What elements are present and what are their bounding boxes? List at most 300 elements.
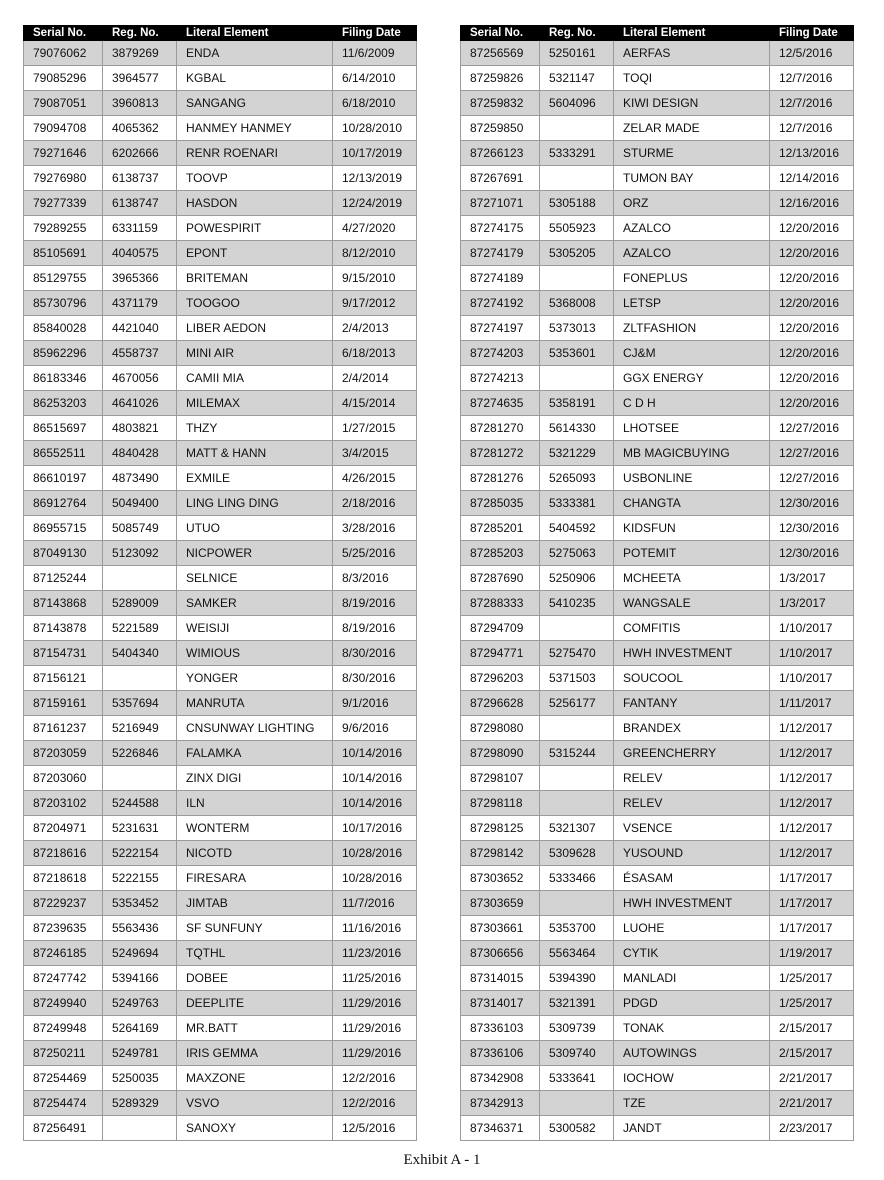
filing-date-cell: 3/28/2016 xyxy=(333,516,417,541)
literal-element-cell: KGBAL xyxy=(177,66,333,91)
reg-no-cell: 5505923 xyxy=(540,216,614,241)
table-body xyxy=(461,41,854,1141)
reg-no-cell: 4670056 xyxy=(103,366,177,391)
literal-element-cell: MR.BATT xyxy=(177,1016,333,1041)
reg-no-cell: 5333291 xyxy=(540,141,614,166)
filing-date-cell: 12/20/2016 xyxy=(770,291,854,316)
serial-no-cell: 87274192 xyxy=(461,291,540,316)
literal-element-cell: KIDSFUN xyxy=(614,516,770,541)
reg-no-cell: 5249694 xyxy=(103,941,177,966)
table-row xyxy=(461,1066,854,1091)
filing-date-cell: 8/19/2016 xyxy=(333,591,417,616)
literal-element-cell: RENR ROENARI xyxy=(177,141,333,166)
table-row xyxy=(24,866,417,891)
table-row xyxy=(24,716,417,741)
filing-date-cell: 1/17/2017 xyxy=(770,866,854,891)
serial-no-cell: 87259832 xyxy=(461,91,540,116)
reg-no-cell: 5275063 xyxy=(540,541,614,566)
literal-element-cell: GREENCHERRY xyxy=(614,741,770,766)
reg-no-cell: 5049400 xyxy=(103,491,177,516)
literal-element-cell: WEISIJI xyxy=(177,616,333,641)
table-row xyxy=(461,691,854,716)
table-row xyxy=(461,941,854,966)
filing-date-cell: 4/26/2015 xyxy=(333,466,417,491)
table-row xyxy=(461,791,854,816)
filing-date-cell: 1/12/2017 xyxy=(770,766,854,791)
header-filing-date: Filing Date xyxy=(770,26,854,41)
table-row xyxy=(461,1091,854,1116)
literal-element-cell: CYTIK xyxy=(614,941,770,966)
table-row xyxy=(24,891,417,916)
serial-no-cell: 87281276 xyxy=(461,466,540,491)
literal-element-cell: LETSP xyxy=(614,291,770,316)
serial-no-cell: 87218618 xyxy=(24,866,103,891)
serial-no-cell: 86912764 xyxy=(24,491,103,516)
serial-no-cell: 87203102 xyxy=(24,791,103,816)
reg-no-cell: 5250906 xyxy=(540,566,614,591)
table-row xyxy=(24,991,417,1016)
reg-no-cell: 4873490 xyxy=(103,466,177,491)
literal-element-cell: AERFAS xyxy=(614,41,770,66)
table-row xyxy=(461,741,854,766)
serial-no-cell: 87336106 xyxy=(461,1041,540,1066)
literal-element-cell: SELNICE xyxy=(177,566,333,591)
reg-no-cell: 5321147 xyxy=(540,66,614,91)
filing-date-cell: 12/14/2016 xyxy=(770,166,854,191)
filing-date-cell: 12/30/2016 xyxy=(770,541,854,566)
table-row xyxy=(461,91,854,116)
literal-element-cell: STURME xyxy=(614,141,770,166)
header-reg-no: Reg. No. xyxy=(540,26,614,41)
literal-element-cell: HANMEY HANMEY xyxy=(177,116,333,141)
filing-date-cell: 11/23/2016 xyxy=(333,941,417,966)
filing-date-cell: 10/17/2019 xyxy=(333,141,417,166)
reg-no-cell xyxy=(540,791,614,816)
table-row xyxy=(24,191,417,216)
serial-no-cell: 87247742 xyxy=(24,966,103,991)
table-row xyxy=(24,791,417,816)
literal-element-cell: RELEV xyxy=(614,766,770,791)
literal-element-cell: JANDT xyxy=(614,1116,770,1141)
table-row xyxy=(24,1091,417,1116)
literal-element-cell: POTEMIT xyxy=(614,541,770,566)
literal-element-cell: MAXZONE xyxy=(177,1066,333,1091)
table-row xyxy=(461,641,854,666)
filing-date-cell: 1/17/2017 xyxy=(770,891,854,916)
literal-element-cell: EPONT xyxy=(177,241,333,266)
reg-no-cell xyxy=(103,1116,177,1141)
reg-no-cell: 5221589 xyxy=(103,616,177,641)
table-row xyxy=(461,316,854,341)
serial-no-cell: 87254469 xyxy=(24,1066,103,1091)
serial-no-cell: 87281272 xyxy=(461,441,540,466)
literal-element-cell: CNSUNWAY LIGHTING xyxy=(177,716,333,741)
filing-date-cell: 1/12/2017 xyxy=(770,791,854,816)
reg-no-cell: 4371179 xyxy=(103,291,177,316)
literal-element-cell: MILEMAX xyxy=(177,391,333,416)
reg-no-cell: 5300582 xyxy=(540,1116,614,1141)
table-row xyxy=(461,391,854,416)
filing-date-cell: 1/10/2017 xyxy=(770,666,854,691)
header-filing-date: Filing Date xyxy=(333,26,417,41)
literal-element-cell: LHOTSEE xyxy=(614,416,770,441)
filing-date-cell: 12/20/2016 xyxy=(770,316,854,341)
filing-date-cell: 12/20/2016 xyxy=(770,241,854,266)
serial-no-cell: 87274213 xyxy=(461,366,540,391)
literal-element-cell: C D H xyxy=(614,391,770,416)
reg-no-cell: 5404340 xyxy=(103,641,177,666)
reg-no-cell: 5394166 xyxy=(103,966,177,991)
literal-element-cell: ZLTFASHION xyxy=(614,316,770,341)
serial-no-cell: 87303659 xyxy=(461,891,540,916)
filing-date-cell: 12/13/2016 xyxy=(770,141,854,166)
reg-no-cell: 4641026 xyxy=(103,391,177,416)
reg-no-cell: 5373013 xyxy=(540,316,614,341)
literal-element-cell: AZALCO xyxy=(614,241,770,266)
reg-no-cell: 3964577 xyxy=(103,66,177,91)
filing-date-cell: 12/5/2016 xyxy=(770,41,854,66)
literal-element-cell: THZY xyxy=(177,416,333,441)
serial-no-cell: 87314015 xyxy=(461,966,540,991)
literal-element-cell: WIMIOUS xyxy=(177,641,333,666)
reg-no-cell: 5289009 xyxy=(103,591,177,616)
table-row xyxy=(24,341,417,366)
reg-no-cell: 5410235 xyxy=(540,591,614,616)
serial-no-cell: 87274189 xyxy=(461,266,540,291)
table-row xyxy=(24,291,417,316)
table-row xyxy=(24,566,417,591)
filing-date-cell: 12/7/2016 xyxy=(770,91,854,116)
filing-date-cell: 9/6/2016 xyxy=(333,716,417,741)
filing-date-cell: 12/24/2019 xyxy=(333,191,417,216)
serial-no-cell: 86515697 xyxy=(24,416,103,441)
filing-date-cell: 12/13/2019 xyxy=(333,166,417,191)
reg-no-cell xyxy=(540,766,614,791)
literal-element-cell: MB MAGICBUYING xyxy=(614,441,770,466)
literal-element-cell: ZINX DIGI xyxy=(177,766,333,791)
reg-no-cell: 4840428 xyxy=(103,441,177,466)
serial-no-cell: 87314017 xyxy=(461,991,540,1016)
serial-no-cell: 87285203 xyxy=(461,541,540,566)
literal-element-cell: SANOXY xyxy=(177,1116,333,1141)
reg-no-cell: 4421040 xyxy=(103,316,177,341)
serial-no-cell: 85129755 xyxy=(24,266,103,291)
filing-date-cell: 11/29/2016 xyxy=(333,1041,417,1066)
reg-no-cell: 5244588 xyxy=(103,791,177,816)
reg-no-cell: 3965366 xyxy=(103,266,177,291)
table-row xyxy=(461,516,854,541)
literal-element-cell: MCHEETA xyxy=(614,566,770,591)
reg-no-cell xyxy=(103,766,177,791)
filing-date-cell: 12/20/2016 xyxy=(770,341,854,366)
filing-date-cell: 11/16/2016 xyxy=(333,916,417,941)
reg-no-cell: 5563464 xyxy=(540,941,614,966)
table-row xyxy=(461,366,854,391)
table-row xyxy=(461,341,854,366)
table-row xyxy=(24,966,417,991)
literal-element-cell: HWH INVESTMENT xyxy=(614,641,770,666)
reg-no-cell: 5394390 xyxy=(540,966,614,991)
literal-element-cell: TOQI xyxy=(614,66,770,91)
literal-element-cell: HWH INVESTMENT xyxy=(614,891,770,916)
header-serial-no: Serial No. xyxy=(24,26,103,41)
filing-date-cell: 9/1/2016 xyxy=(333,691,417,716)
serial-no-cell: 87229237 xyxy=(24,891,103,916)
reg-no-cell: 5216949 xyxy=(103,716,177,741)
literal-element-cell: LUOHE xyxy=(614,916,770,941)
literal-element-cell: POWESPIRIT xyxy=(177,216,333,241)
reg-no-cell xyxy=(540,616,614,641)
serial-no-cell: 87143868 xyxy=(24,591,103,616)
serial-no-cell: 87249940 xyxy=(24,991,103,1016)
literal-element-cell: USBONLINE xyxy=(614,466,770,491)
table-row xyxy=(24,41,417,66)
serial-no-cell: 87154731 xyxy=(24,641,103,666)
filing-date-cell: 8/3/2016 xyxy=(333,566,417,591)
table-row xyxy=(461,416,854,441)
filing-date-cell: 12/20/2016 xyxy=(770,391,854,416)
filing-date-cell: 8/30/2016 xyxy=(333,666,417,691)
reg-no-cell: 5563436 xyxy=(103,916,177,941)
reg-no-cell: 5123092 xyxy=(103,541,177,566)
filing-date-cell: 10/28/2016 xyxy=(333,841,417,866)
serial-no-cell: 87246185 xyxy=(24,941,103,966)
literal-element-cell: UTUO xyxy=(177,516,333,541)
serial-no-cell: 87259826 xyxy=(461,66,540,91)
filing-date-cell: 1/27/2015 xyxy=(333,416,417,441)
filing-date-cell: 12/20/2016 xyxy=(770,266,854,291)
table-row xyxy=(24,416,417,441)
filing-date-cell: 1/12/2017 xyxy=(770,741,854,766)
reg-no-cell: 5305205 xyxy=(540,241,614,266)
serial-no-cell: 79094708 xyxy=(24,116,103,141)
literal-element-cell: GGX ENERGY xyxy=(614,366,770,391)
serial-no-cell: 87266123 xyxy=(461,141,540,166)
table-row xyxy=(461,166,854,191)
reg-no-cell: 5404592 xyxy=(540,516,614,541)
reg-no-cell: 5264169 xyxy=(103,1016,177,1041)
serial-no-cell: 87342913 xyxy=(461,1091,540,1116)
literal-element-cell: EXMILE xyxy=(177,466,333,491)
filing-date-cell: 5/25/2016 xyxy=(333,541,417,566)
filing-date-cell: 2/15/2017 xyxy=(770,1016,854,1041)
literal-element-cell: SOUCOOL xyxy=(614,666,770,691)
filing-date-cell: 1/11/2017 xyxy=(770,691,854,716)
filing-date-cell: 8/12/2010 xyxy=(333,241,417,266)
literal-element-cell: HASDON xyxy=(177,191,333,216)
header-serial-no: Serial No. xyxy=(461,26,540,41)
table-row xyxy=(24,91,417,116)
trademark-table-left xyxy=(23,25,417,1141)
literal-element-cell: MANLADI xyxy=(614,966,770,991)
reg-no-cell: 5353601 xyxy=(540,341,614,366)
reg-no-cell: 6138747 xyxy=(103,191,177,216)
filing-date-cell: 2/4/2013 xyxy=(333,316,417,341)
table-row xyxy=(24,216,417,241)
reg-no-cell: 5085749 xyxy=(103,516,177,541)
serial-no-cell: 86955715 xyxy=(24,516,103,541)
table-row xyxy=(24,541,417,566)
literal-element-cell: TUMON BAY xyxy=(614,166,770,191)
filing-date-cell: 12/27/2016 xyxy=(770,466,854,491)
table-row xyxy=(24,691,417,716)
serial-no-cell: 87281270 xyxy=(461,416,540,441)
table-row xyxy=(24,916,417,941)
table-row xyxy=(461,266,854,291)
serial-no-cell: 87203059 xyxy=(24,741,103,766)
serial-no-cell: 87203060 xyxy=(24,766,103,791)
reg-no-cell: 5305188 xyxy=(540,191,614,216)
table-row xyxy=(461,916,854,941)
serial-no-cell: 87049130 xyxy=(24,541,103,566)
table-row xyxy=(461,191,854,216)
serial-no-cell: 85840028 xyxy=(24,316,103,341)
serial-no-cell: 87156121 xyxy=(24,666,103,691)
serial-no-cell: 87271071 xyxy=(461,191,540,216)
literal-element-cell: PDGD xyxy=(614,991,770,1016)
filing-date-cell: 1/12/2017 xyxy=(770,716,854,741)
serial-no-cell: 87303661 xyxy=(461,916,540,941)
literal-element-cell: SF SUNFUNY xyxy=(177,916,333,941)
serial-no-cell: 87259850 xyxy=(461,116,540,141)
reg-no-cell: 5333641 xyxy=(540,1066,614,1091)
literal-element-cell: VSENCE xyxy=(614,816,770,841)
literal-element-cell: IRIS GEMMA xyxy=(177,1041,333,1066)
filing-date-cell: 12/20/2016 xyxy=(770,366,854,391)
serial-no-cell: 87294709 xyxy=(461,616,540,641)
literal-element-cell: COMFITIS xyxy=(614,616,770,641)
table-row xyxy=(461,491,854,516)
table-row xyxy=(24,1066,417,1091)
serial-no-cell: 79085296 xyxy=(24,66,103,91)
table-row xyxy=(461,966,854,991)
serial-no-cell: 79087051 xyxy=(24,91,103,116)
table-row xyxy=(461,441,854,466)
filing-date-cell: 1/25/2017 xyxy=(770,966,854,991)
reg-no-cell: 5309740 xyxy=(540,1041,614,1066)
literal-element-cell: ILN xyxy=(177,791,333,816)
literal-element-cell: BRANDEX xyxy=(614,716,770,741)
table-row xyxy=(461,591,854,616)
filing-date-cell: 9/15/2010 xyxy=(333,266,417,291)
filing-date-cell: 11/6/2009 xyxy=(333,41,417,66)
filing-date-cell: 3/4/2015 xyxy=(333,441,417,466)
filing-date-cell: 2/15/2017 xyxy=(770,1041,854,1066)
table-row xyxy=(461,216,854,241)
header-literal-element: Literal Element xyxy=(177,26,333,41)
literal-element-cell: KIWI DESIGN xyxy=(614,91,770,116)
reg-no-cell: 5265093 xyxy=(540,466,614,491)
serial-no-cell: 79289255 xyxy=(24,216,103,241)
serial-no-cell: 87143878 xyxy=(24,616,103,641)
literal-element-cell: DOBEE xyxy=(177,966,333,991)
table-row xyxy=(461,816,854,841)
reg-no-cell: 5315244 xyxy=(540,741,614,766)
filing-date-cell: 11/7/2016 xyxy=(333,891,417,916)
filing-date-cell: 12/2/2016 xyxy=(333,1066,417,1091)
filing-date-cell: 12/27/2016 xyxy=(770,441,854,466)
literal-element-cell: CAMII MIA xyxy=(177,366,333,391)
literal-element-cell: YONGER xyxy=(177,666,333,691)
reg-no-cell: 5614330 xyxy=(540,416,614,441)
reg-no-cell: 5353700 xyxy=(540,916,614,941)
filing-date-cell: 12/30/2016 xyxy=(770,491,854,516)
filing-date-cell: 2/21/2017 xyxy=(770,1091,854,1116)
table-row xyxy=(24,841,417,866)
serial-no-cell: 87285035 xyxy=(461,491,540,516)
serial-no-cell: 87274179 xyxy=(461,241,540,266)
filing-date-cell: 2/21/2017 xyxy=(770,1066,854,1091)
table-row xyxy=(24,1041,417,1066)
filing-date-cell: 2/23/2017 xyxy=(770,1116,854,1141)
filing-date-cell: 10/14/2016 xyxy=(333,766,417,791)
serial-no-cell: 79271646 xyxy=(24,141,103,166)
filing-date-cell: 10/17/2016 xyxy=(333,816,417,841)
table-header-row xyxy=(24,26,417,41)
reg-no-cell: 5222154 xyxy=(103,841,177,866)
serial-no-cell: 85962296 xyxy=(24,341,103,366)
reg-no-cell: 4803821 xyxy=(103,416,177,441)
reg-no-cell: 5358191 xyxy=(540,391,614,416)
filing-date-cell: 12/27/2016 xyxy=(770,416,854,441)
serial-no-cell: 79277339 xyxy=(24,191,103,216)
literal-element-cell: FIRESARA xyxy=(177,866,333,891)
serial-no-cell: 87285201 xyxy=(461,516,540,541)
filing-date-cell: 6/18/2010 xyxy=(333,91,417,116)
literal-element-cell: ZELAR MADE xyxy=(614,116,770,141)
serial-no-cell: 87296628 xyxy=(461,691,540,716)
filing-date-cell: 12/16/2016 xyxy=(770,191,854,216)
filing-date-cell: 1/25/2017 xyxy=(770,991,854,1016)
serial-no-cell: 86183346 xyxy=(24,366,103,391)
serial-no-cell: 79276980 xyxy=(24,166,103,191)
reg-no-cell xyxy=(540,116,614,141)
literal-element-cell: MANRUTA xyxy=(177,691,333,716)
filing-date-cell: 8/19/2016 xyxy=(333,616,417,641)
serial-no-cell: 87303652 xyxy=(461,866,540,891)
page-footer: Exhibit A - 1 xyxy=(403,1152,481,1168)
table-row xyxy=(24,816,417,841)
literal-element-cell: FONEPLUS xyxy=(614,266,770,291)
filing-date-cell: 10/28/2010 xyxy=(333,116,417,141)
filing-date-cell: 6/18/2013 xyxy=(333,341,417,366)
reg-no-cell: 4040575 xyxy=(103,241,177,266)
filing-date-cell: 1/3/2017 xyxy=(770,566,854,591)
literal-element-cell: NICOTD xyxy=(177,841,333,866)
serial-no-cell: 87342908 xyxy=(461,1066,540,1091)
filing-date-cell: 12/2/2016 xyxy=(333,1091,417,1116)
literal-element-cell: RELEV xyxy=(614,791,770,816)
literal-element-cell: DEEPLITE xyxy=(177,991,333,1016)
serial-no-cell: 79076062 xyxy=(24,41,103,66)
literal-element-cell: ORZ xyxy=(614,191,770,216)
reg-no-cell: 5289329 xyxy=(103,1091,177,1116)
serial-no-cell: 87298118 xyxy=(461,791,540,816)
table-row xyxy=(461,666,854,691)
filing-date-cell: 1/12/2017 xyxy=(770,816,854,841)
literal-element-cell: YUSOUND xyxy=(614,841,770,866)
literal-element-cell: JIMTAB xyxy=(177,891,333,916)
reg-no-cell: 5333466 xyxy=(540,866,614,891)
reg-no-cell: 5226846 xyxy=(103,741,177,766)
reg-no-cell: 5604096 xyxy=(540,91,614,116)
literal-element-cell: WANGSALE xyxy=(614,591,770,616)
reg-no-cell xyxy=(540,366,614,391)
filing-date-cell: 1/19/2017 xyxy=(770,941,854,966)
serial-no-cell: 87161237 xyxy=(24,716,103,741)
serial-no-cell: 87256569 xyxy=(461,41,540,66)
serial-no-cell: 87274635 xyxy=(461,391,540,416)
